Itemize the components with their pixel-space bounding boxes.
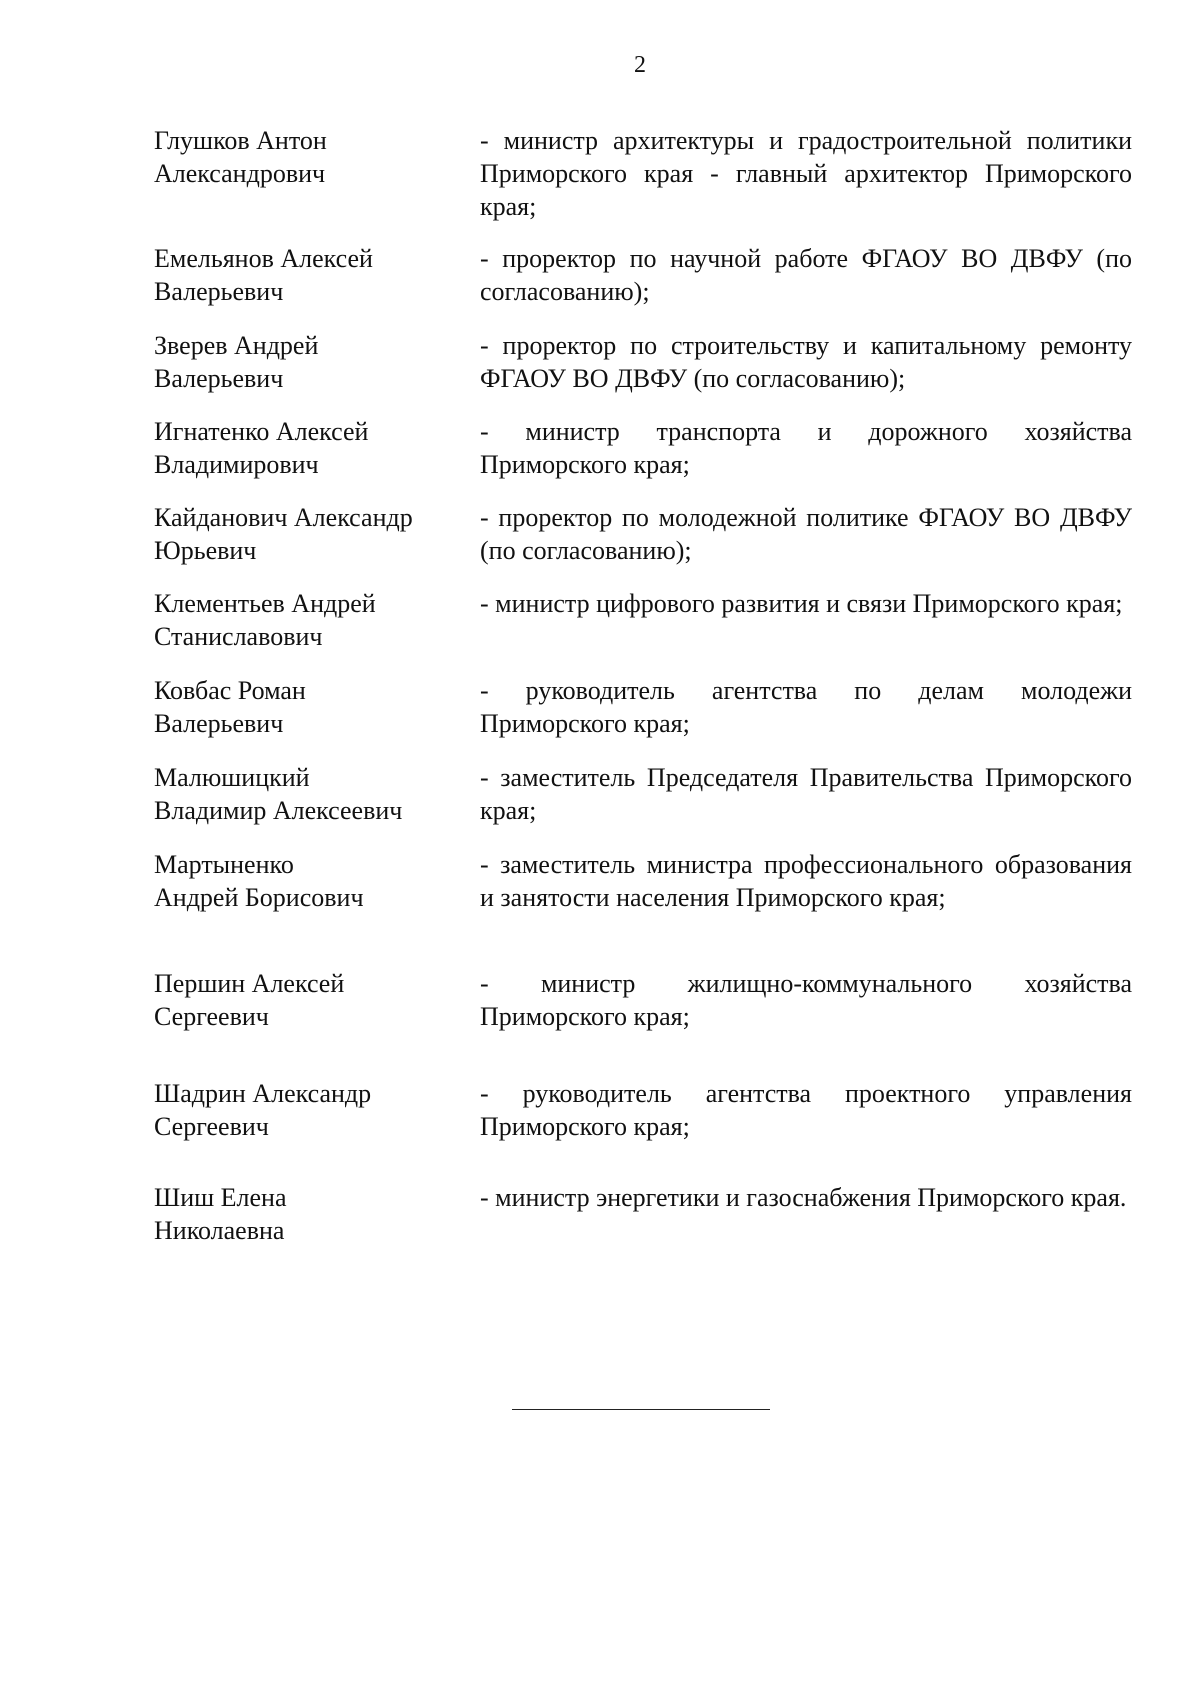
member-name [154,329,454,395]
member-name [154,1077,454,1143]
member-name [154,415,454,481]
member-name-line1: Глушков Антон [154,126,327,155]
member-name-line1: Емельянов Алексей [154,244,373,273]
member-position: - министр цифрового развития и связи Приморского края; [480,589,1123,618]
member-position: - министр транспорта и дорожного хозяйства Приморского края; [480,417,1132,479]
member-name [154,761,454,827]
member-position: - министр энергетики и газоснабжения Приморского края. [480,1183,1127,1212]
member-name-line1: Кайданович Александр [154,503,413,532]
member-name-line1: Зверев Андрей [154,331,319,360]
member-name-line2: Александрович [154,159,326,188]
member-name-line1: Ковбас Роман [154,676,306,705]
member-name [154,967,454,1033]
page-number: 2 [634,52,646,78]
member-name-line2: Николаевна [154,1216,285,1245]
member-name-line1: Першин Алексей [154,969,345,998]
member-name-line2: Владимирович [154,450,319,479]
member-name [154,124,454,190]
member-name [154,674,454,740]
member-name-line1: Шадрин Александр [154,1079,372,1108]
member-position: - министр жилищно-коммунального хозяйства Приморского края; [480,969,1132,1031]
member-name [154,848,454,914]
closing-divider [512,1409,770,1410]
member-position: - руководитель агентства по делам молодежи Приморского края; [480,676,1132,738]
member-name-line2: Владимир Алексеевич [154,796,403,825]
member-name-line1: Игнатенко Алексей [154,417,369,446]
member-name-line2: Валерьевич [154,709,284,738]
member-name-line1: Малюшицкий [154,763,310,792]
member-position: - проректор по строительству и капитальному ремонту ФГАОУ ВО ДВФУ (по согласованию); [480,331,1132,393]
member-name [154,501,454,567]
member-name-line2: Валерьевич [154,277,284,306]
member-name [154,1181,454,1247]
member-name-line1: Клементьев Андрей [154,589,376,618]
member-name-line2: Сергеевич [154,1002,269,1031]
member-name-line2: Валерьевич [154,364,284,393]
member-position: - заместитель Председателя Правительства Приморского края; [480,763,1132,825]
member-name-line2: Станиславович [154,622,323,651]
member-name [154,242,454,308]
member-name-line2: Сергеевич [154,1112,269,1141]
member-position: - руководитель агентства проектного управления Приморского края; [480,1079,1132,1141]
member-position: - проректор по научной работе ФГАОУ ВО ДВФУ (по согласованию); [480,244,1132,306]
member-name [154,587,454,653]
member-name-line2: Андрей Борисович [154,883,364,912]
member-name-line1: Шиш Елена [154,1183,287,1212]
member-position: - министр архитектуры и градостроительной политики Приморского края - главный архитектор Приморского края; [480,126,1132,221]
member-name-line2: Юрьевич [154,536,257,565]
member-position: - заместитель министра профессионального образования и занятости населения Приморского края; [480,850,1132,912]
member-position: - проректор по молодежной политике ФГАОУ ВО ДВФУ (по согласованию); [480,503,1132,565]
member-name-line1: Мартыненко [154,850,294,879]
